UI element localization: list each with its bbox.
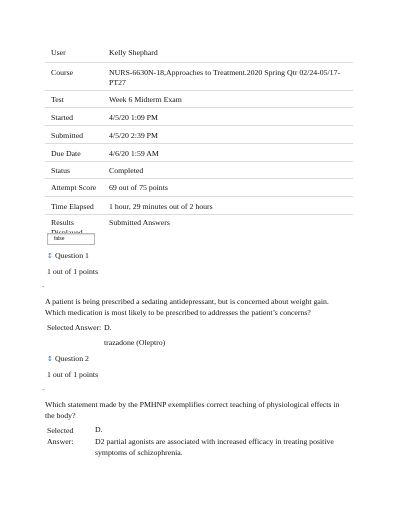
selected-answer-letter: D. (104, 323, 112, 332)
summary-label: User (51, 48, 66, 57)
summary-label: Results (51, 218, 74, 227)
summary-label: Started (51, 113, 74, 122)
attempt-summary-table (45, 43, 353, 240)
summary-row-time-elapsed (45, 197, 353, 215)
summary-row-started (45, 108, 353, 126)
summary-value: 4/5/20 2:39 PM (109, 131, 158, 140)
summary-value: Kelly Shephard (109, 48, 158, 57)
summary-label: Due Date (51, 149, 81, 158)
selected-answer-label: Selected Answer: (47, 323, 102, 332)
summary-label: Test (51, 95, 64, 104)
summary-value: 4/5/20 1:09 PM (109, 113, 158, 122)
summary-row-test (45, 91, 353, 108)
select-value: false (54, 236, 65, 242)
selected-answer-text: trazadone (Oleptro) (104, 338, 166, 347)
summary-row-submitted (45, 126, 353, 144)
summary-value: 4/6/20 1:59 AM (109, 149, 159, 158)
summary-row-status (45, 162, 353, 179)
question-2-points: 1 out of 1 points (47, 370, 99, 379)
question-2-header[interactable] (47, 354, 89, 364)
summary-label: Attempt Score (51, 183, 97, 192)
separator-dash: - (42, 386, 45, 394)
selected-answer-letter: D. (95, 425, 103, 434)
summary-label: Submitted (51, 131, 84, 140)
summary-row-attempt-score (45, 179, 353, 197)
up-down-arrows-icon[interactable]: ↕ (47, 252, 53, 260)
question-title: Question 1 (54, 251, 89, 260)
summary-row-user (45, 43, 353, 63)
summary-label: Course (51, 68, 74, 77)
question-1-header[interactable] (47, 251, 89, 261)
summary-value: Week 6 Midterm Exam (109, 95, 182, 104)
summary-row-due-date (45, 144, 353, 162)
selected-answer-text: D2 partial agonists are associated with increased efficacy in treating positive symptoms of schizophrenia. (95, 437, 334, 457)
selected-answer-label: Selected Answer: (47, 426, 74, 446)
summary-value: 69 out of 75 points (109, 183, 168, 192)
summary-label: Time Elapsed (51, 202, 94, 211)
results-filter-select[interactable] (47, 233, 95, 245)
up-down-arrows-icon[interactable]: ↕ (47, 355, 53, 363)
question-1-points: 1 out of 1 points (47, 267, 99, 276)
question-2-text: Which statement made by the PMHNP exemplifies correct teaching of physiological effects in the body? (45, 400, 340, 420)
summary-value: Completed (109, 166, 144, 175)
summary-value: Submitted Answers (109, 218, 170, 227)
question-1-text: A patient is being prescribed a sedating antidepressant, but is concerned about weight gain. Which medication is most likely to be prescribed to addresses the patient’s concerns? (45, 297, 329, 317)
separator-dash: - (42, 283, 45, 291)
summary-value: NURS-6630N-18,Approaches to Treatment.2020 Spring Qtr 02/24-05/17-PT27 (109, 68, 341, 87)
summary-label: Status (51, 166, 71, 175)
summary-value: 1 hour, 29 minutes out of 2 hours (109, 202, 213, 211)
summary-row-course (45, 63, 353, 91)
question-title: Question 2 (54, 354, 89, 363)
